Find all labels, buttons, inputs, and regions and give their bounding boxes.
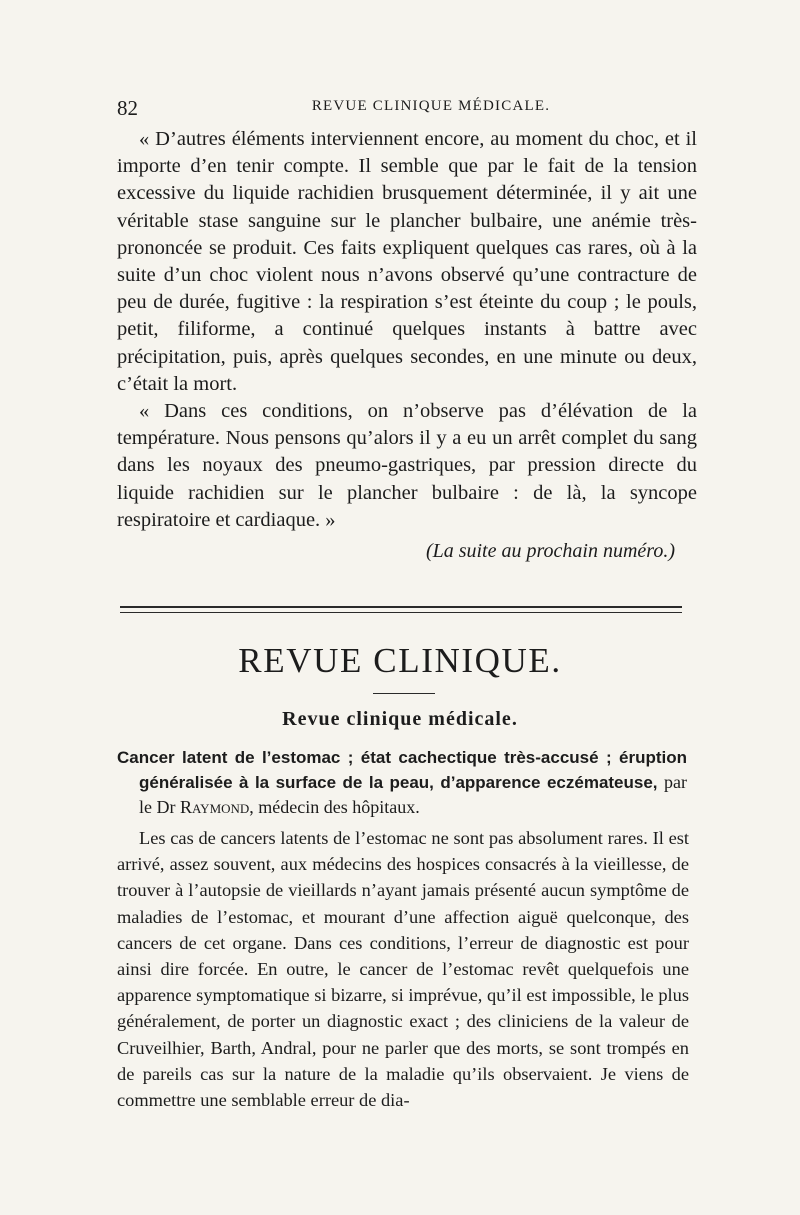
section-divider	[120, 606, 682, 613]
paragraph: Les cas de cancers latents de l’estomac ne sont pas absolument rares. Il est arrivé, assez souvent, aux médecins des hospices consacrés à la vieillesse, de trouver à l’autopsie de vieillards n’ayant jamais présenté aucun symptôme de maladies de l’estomac, et mourant d’une affection aiguë quelconque, des cancers de cet organe. Dans ces conditions, l’erreur de diagnostic est pour ainsi dire forcée. En outre, le cancer de l’estomac revêt quelquefois une apparence symptomatique si bizarre, si imprévue, qu’il est impossible, le plus généralement, de porter un diagnostic exact ; des cliniciens de la valeur de Cruveilhier, Barth, Andral, pour ne parler que des morts, se sont trompés en de pareils cas sur la nature de la maladie qu’ils observaient. Je viens de commettre une semblable erreur de dia-	[117, 828, 689, 1111]
page-number: 82	[117, 96, 138, 120]
article-continuation	[117, 126, 697, 563]
case-author-prefix: par le Dr	[139, 772, 687, 817]
paragraph: « Dans ces conditions, on n’observe pas d’élévation de la température. Nous pensons qu’alors il y a eu un arrêt complet du sang dans les noyaux des pneumo-gastriques, par pression directe du liquide rachidien sur le plancher bulbaire : de là, la syncope respiratoire et cardiaque. »	[117, 400, 697, 531]
case-body	[117, 825, 689, 1113]
title-underline	[373, 693, 435, 694]
divider-thick	[120, 606, 682, 608]
case-author-suffix: , médecin des hôpitaux.	[249, 797, 420, 817]
case-title-text: Cancer latent de l’estomac ; état cachectique très-accusé ; éruption généralisée à la surface de la peau, d’apparence eczémateuse,	[117, 748, 687, 792]
paragraph: « D’autres éléments interviennent encore, au moment du choc, et il importe d’en tenir compte. Il semble que par le fait de la tension excessive du liquide rachidien brusquement déterminée, il y ait une véritable stase sanguine sur le plancher bulbaire, une anémie très-prononcée se produit. Ces faits expliquent quelques cas rares, où à la suite d’un choc violent nous n’avons observé qu’une contracture de peu de durée, fugitive : la respiration s’est éteinte du coup ; le pouls, petit, filiforme, a continué quelques instants à battre avec précipitation, puis, après quelques secondes, en une minute ou deux, c’était la mort.	[117, 128, 697, 395]
divider-thin	[120, 612, 682, 613]
case-title	[117, 745, 687, 820]
case-heading	[117, 745, 687, 820]
section-title: REVUE CLINIQUE.	[238, 641, 562, 680]
page-header	[117, 96, 685, 124]
continuation-note: (La suite au prochain numéro.)	[425, 540, 675, 563]
case-author-name: Raymond	[179, 797, 250, 817]
running-head: REVUE CLINIQUE MÉDICALE.	[311, 98, 551, 114]
subsection-title: Revue clinique médicale.	[282, 708, 518, 730]
